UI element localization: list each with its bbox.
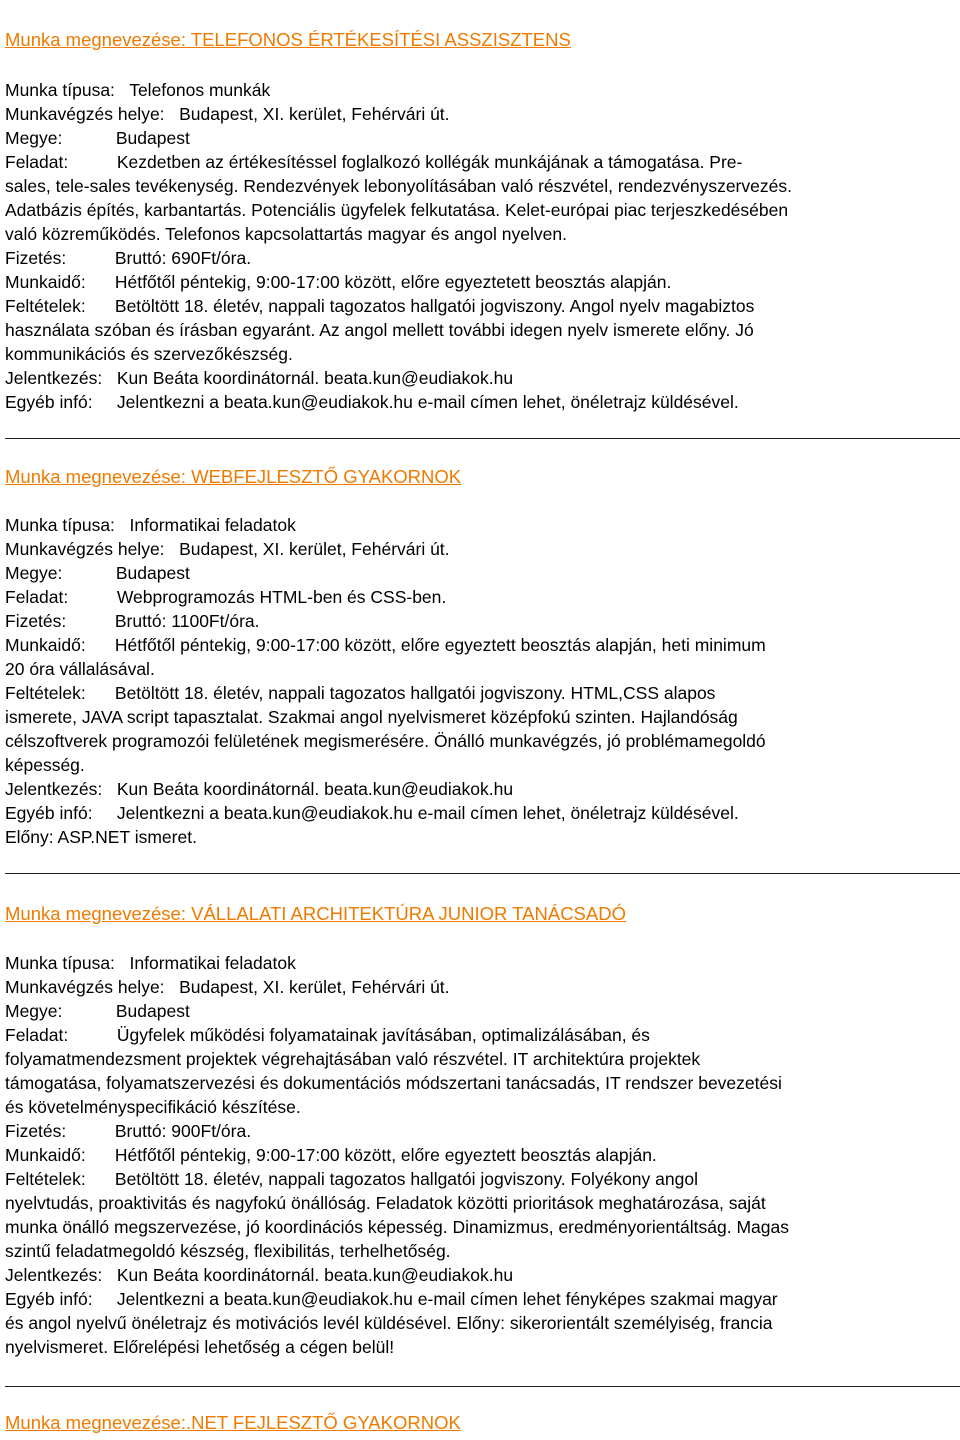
job-line: nyelvismeret. Előrelépési lehetőség a cégen belül! bbox=[5, 1337, 395, 1357]
job-line: Munka típusa: Telefonos munkák bbox=[5, 80, 271, 100]
job-line: munka önálló megszervezése, jó koordinációs képesség. Dinamizmus, eredményorientáltság. Magas bbox=[5, 1217, 789, 1237]
job-line: Előny: ASP.NET ismeret. bbox=[5, 827, 197, 847]
job-line: Jelentkezés: Kun Beáta koordinátornál. beata.kun@eudiakok.hu bbox=[5, 368, 514, 388]
job-line: Munkavégzés helye: Budapest, XI. kerület, Fehérvári út. bbox=[5, 104, 450, 124]
job-line: Jelentkezés: Kun Beáta koordinátornál. beata.kun@eudiakok.hu bbox=[5, 1265, 514, 1285]
job-line: Megye: Budapest bbox=[5, 1001, 190, 1021]
job-line: Feltételek: Betöltött 18. életév, nappali tagozatos hallgatói jogviszony. Angol nyelv magabiztos bbox=[5, 296, 755, 316]
job-line: és követelményspecifikáció készítése. bbox=[5, 1097, 301, 1117]
job-line: Feladat: Kezdetben az értékesítéssel foglalkozó kollégák munkájának a támogatása. Pre- bbox=[5, 152, 743, 172]
job-title: Munka megnevezése: WEBFEJLESZTŐ GYAKORNOK bbox=[5, 466, 462, 487]
job-line: Feladat: Webprogramozás HTML-ben és CSS-ben. bbox=[5, 587, 447, 607]
job-line: Megye: Budapest bbox=[5, 128, 190, 148]
section-divider bbox=[5, 873, 960, 874]
job-line: kommunikációs és szervezőkészség. bbox=[5, 344, 293, 364]
job-line: Fizetés: Bruttó: 690Ft/óra. bbox=[5, 248, 252, 268]
job-line: folyamatmendezsment projektek végrehajtásában való részvétel. IT architektúra projektek bbox=[5, 1049, 701, 1069]
job-line: Egyéb infó: Jelentkezni a beata.kun@eudiakok.hu e-mail címen lehet, önéletrajz küldésével. bbox=[5, 392, 739, 412]
job-title: Munka megnevezése: TELEFONOS ÉRTÉKESÍTÉSI ASSZISZTENS bbox=[5, 29, 571, 50]
section-divider bbox=[5, 1386, 960, 1387]
job-line: való közreműködés. Telefonos kapcsolattartás magyar és angol nyelven. bbox=[5, 224, 567, 244]
section-divider bbox=[5, 438, 960, 439]
job-line: Feltételek: Betöltött 18. életév, nappali tagozatos hallgatói jogviszony. Folyékony angol bbox=[5, 1169, 698, 1189]
job-line: Munka típusa: Informatikai feladatok bbox=[5, 953, 296, 973]
job-line: célszoftverek programozói felületének megismerésére. Önálló munkavégzés, jó problémamegoldó bbox=[5, 731, 766, 751]
job-line: támogatása, folyamatszervezési és dokumentációs módszertani tanácsadás, IT rendszer bevezetési bbox=[5, 1073, 782, 1093]
job-line: Megye: Budapest bbox=[5, 563, 190, 583]
job-line: Jelentkezés: Kun Beáta koordinátornál. beata.kun@eudiakok.hu bbox=[5, 779, 514, 799]
job-line: 20 óra vállalásával. bbox=[5, 659, 155, 679]
job-line: Feltételek: Betöltött 18. életév, nappali tagozatos hallgatói jogviszony. HTML,CSS alapos bbox=[5, 683, 716, 703]
job-line: nyelvtudás, proaktivitás és nagyfokú önállóság. Feladatok közötti prioritások meghatározása, saját bbox=[5, 1193, 766, 1213]
job-line: Fizetés: Bruttó: 900Ft/óra. bbox=[5, 1121, 252, 1141]
job-line: Munkavégzés helye: Budapest, XI. kerület, Fehérvári út. bbox=[5, 977, 450, 997]
job-line: Munkavégzés helye: Budapest, XI. kerület, Fehérvári út. bbox=[5, 539, 450, 559]
job-line: ismerete, JAVA script tapasztalat. Szakmai angol nyelvismeret középfokú szinten. Hajlandóság bbox=[5, 707, 738, 727]
job-line: Egyéb infó: Jelentkezni a beata.kun@eudiakok.hu e-mail címen lehet, önéletrajz küldésével. bbox=[5, 803, 739, 823]
job-line: Munkaidő: Hétfőtől péntekig, 9:00-17:00 között, előre egyeztetett beosztás alapján. bbox=[5, 272, 672, 292]
job-line: Feladat: Ügyfelek működési folyamatainak javításában, optimalizálásában, és bbox=[5, 1025, 650, 1045]
job-line: Munkaidő: Hétfőtől péntekig, 9:00-17:00 között, előre egyeztett beosztás alapján, heti minimum bbox=[5, 635, 766, 655]
job-line: Fizetés: Bruttó: 1100Ft/óra. bbox=[5, 611, 260, 631]
job-line: és angol nyelvű önéletrajz és motivációs levél küldésével. Előny: sikerorientált személyiség, francia bbox=[5, 1313, 773, 1333]
job-line: képesség. bbox=[5, 755, 85, 775]
job-line: használata szóban és írásban egyaránt. Az angol mellett további idegen nyelv ismerete előny. Jó bbox=[5, 320, 754, 340]
job-line: Egyéb infó: Jelentkezni a beata.kun@eudiakok.hu e-mail címen lehet fényképes szakmai magyar bbox=[5, 1289, 778, 1309]
job-line: sales, tele-sales tevékenység. Rendezvények lebonyolításában való részvétel, rendezvényszervezés. bbox=[5, 176, 792, 196]
job-line: Adatbázis építés, karbantartás. Potenciális ügyfelek felkutatása. Kelet-európai piac terjeszkedésében bbox=[5, 200, 789, 220]
job-line: Munkaidő: Hétfőtől péntekig, 9:00-17:00 között, előre egyeztett beosztás alapján. bbox=[5, 1145, 657, 1165]
job-line: Munka típusa: Informatikai feladatok bbox=[5, 515, 296, 535]
job-title: Munka megnevezése:.NET FEJLESZTŐ GYAKORNOK bbox=[5, 1412, 461, 1433]
job-title: Munka megnevezése: VÁLLALATI ARCHITEKTÚRA JUNIOR TANÁCSADÓ bbox=[5, 903, 626, 924]
job-line: szintű feladatmegoldó készség, flexibilitás, terhelhetőség. bbox=[5, 1241, 451, 1261]
